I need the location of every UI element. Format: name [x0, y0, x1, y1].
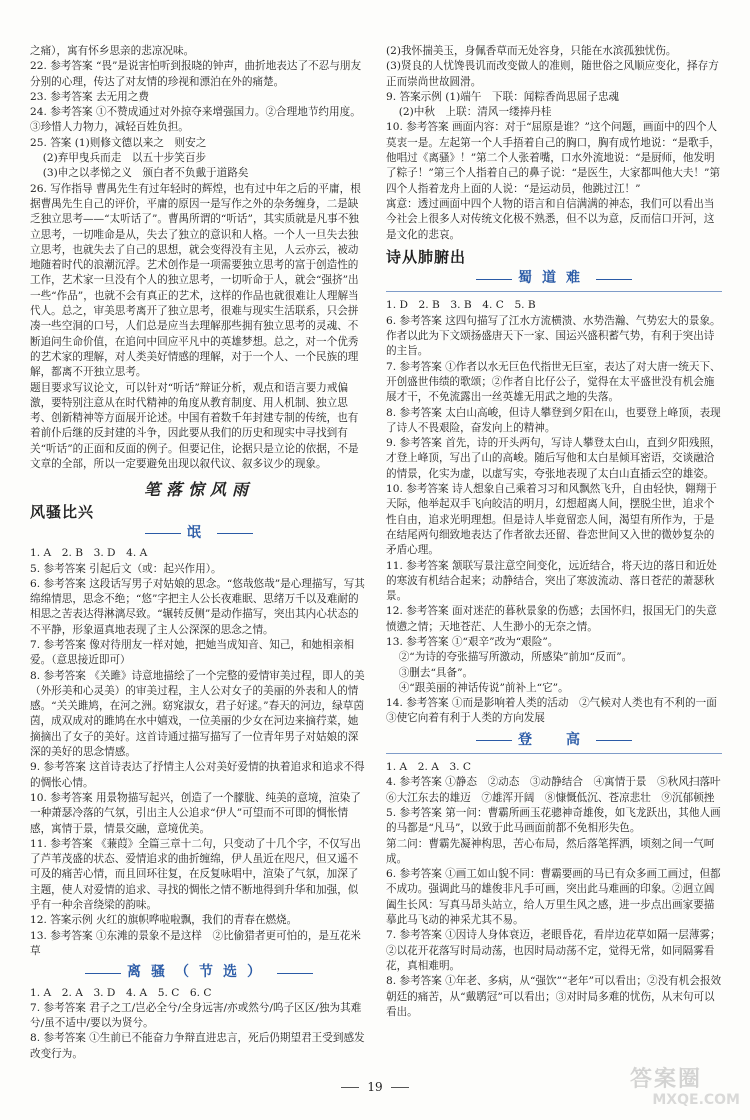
article-title-text: 蜀道难 [518, 270, 590, 287]
answer-paragraph: 8. 参考答案 ①生前已不能奋力争辩直进忠言，死后仍期望君王受到感发改变行为。 [30, 1032, 365, 1060]
answer-paragraph: 5. 参考答案 第一问：曹霸所画玉花骢神奇雄俊，如飞龙跃出，其他人画的马都是“凡马”，以致于此马画面前都不免相形失色。 [386, 806, 721, 835]
article-title-text: 登 高 [518, 731, 590, 748]
answer-paragraph: 22. 参考答案 “畏”是说害怕听到报晓的钟声，曲折地表达了不忍与朋友分别的心理，传达了对友情的珍视和漂泊在外的痛楚。 [30, 60, 362, 88]
left-column [30, 44, 368, 1062]
answer-paragraph: (2)中秋 上联：清风一缕捧丹桂 [398, 106, 552, 119]
article-title [386, 733, 722, 749]
answer-paragraph: 12. 答案示例 火红的旗帜哗啦啦飘，我们的青春在燃烧。 [30, 914, 298, 927]
answer-paragraph: 6. 参考答案 这四句描写了江水方流横溃、水势浩瀚、气势宏大的景象。作者以此为下文颂扬盛唐天下一家、国运兴盛积蓄气势，有利于突出诗的主旨。 [386, 314, 721, 358]
watermark-text: 答案圈 [630, 1067, 703, 1092]
article-title [30, 526, 368, 542]
watermark-site: MXQE.COM [652, 1092, 740, 1108]
answer-paragraph: 之痛），寓有怀乡思亲的悲凉况味。 [30, 45, 195, 57]
answer-paragraph: 7. 参考答案 像对待朋友一样对她，把她当成知音、知己，和她相亲相爱。（意思接近即可） [30, 638, 355, 667]
article-title [386, 271, 722, 287]
article-title [30, 965, 368, 981]
answer-paragraph: 10. 参考答案 诗人想象自己乘着习习和风飘然飞升，自由轻快，翱翔于天际，他举起双手飞向皎洁的明月，幻想超离人间，摆脱尘世，追求个性自由，追求光明理想。但是诗人毕竟留恋人间，渴望有所作为，于是在结尾两句细致地表达了作者欲去还留、眷恋世间又入世的微妙复杂的矛盾心理。 [386, 483, 717, 557]
answer-paragraph: 9. 答案示例 (1)端午 下联：闻粽香尚思屈子忠魂 [386, 90, 620, 103]
answer-paragraph: 14. 参考答案 ①而是影响着人类的活动 ②气候对人类也有不利的一面 ③使它向着有利于人类的方向发展 [386, 697, 728, 725]
answer-paragraph: 24. 参考答案 ①不赞成通过对外掠夺来增强国力。②合理地节约用度。③珍惜人力物力，减轻百姓负担。 [30, 106, 361, 134]
answer-paragraph: 11. 参考答案 颔联写景注意空间变化，远近结合，将天边的落日和近处的寒波有机结合起来；动静结合，突出了寒波流动、落日苍茫的萧瑟秋景。 [386, 559, 717, 603]
answer-paragraph: 题目要求写议论文，可以针对“听话”辩证分析，观点和语言要力戒偏激，要特别注意从在时代精神的角度从教育制度、用人机制、独立思考、创新精神等方面展开论述。中国有着数千年封建专制的传统，也有着前仆后继的反封建的斗争，因此要从我们的历史和现实中寻找到有关“听话”的正面和反面的例子。但要记住，论据只是立论的依据，不是文章的全部，所以一定要避免出现以叙代议、叙多议少的现象。 [30, 381, 359, 471]
section-heading: 风骚比兴 [30, 502, 95, 521]
answer-paragraph: 23. 参考答案 去无用之费 [30, 90, 149, 103]
page-number: 19 [0, 1080, 750, 1094]
answer-paragraph: 11. 参考答案 《蒹葭》全篇三章十二句，只变动了十几个字，不仅写出了芦苇茂盛的状态、爱情追求的曲折缠绵，伊人虽近在咫尺，但又遥不可及的痛苦心情，而且回环往复，在反复咏唱中，渲染了气氛，加深了主题，使人对爱情的追求、寻找的惆怅之情不断地得到升华和加强，似乎有一种余音绕梁的韵味。 [30, 837, 361, 912]
answer-paragraph: 1. D 2. B 3. B 4. C 5. B [386, 299, 536, 312]
answer-paragraph: 7. 参考答案 君子之工/岂必全兮/全身远害/亦或然兮/呜子区区/独为其难兮/虽不适中/要以为贤兮。 [30, 1001, 362, 1030]
divider-line [386, 753, 722, 754]
answer-paragraph: 1. A 2. A 3. D 4. A 5. C 6. C [30, 986, 212, 999]
answer-paragraph: 10. 参考答案 画面内容：对于“屈原是谁？”这个问题，画面中的四个人莫衷一是。左起第一个人手捂着自己的胸口，胸有成竹地说：“是歌手，他唱过《离骚》！”第二个人张着嘴，口水外流地说：“是厨师，他发明了粽子！”第三个人指着自己的鼻子说：“是医生，大家都叫他大夫！”第四个人指着龙舟上面的人说：“是运动员，他跳过江！” [386, 121, 721, 195]
answer-paragraph: 6. 参考答案 ①画工如山貌不同：曹霸要画的马已有众多画工画过，但都不成功。强调此马的雄俊非凡手可画，突出此马难画的印象。②迥立阊阖生长风：写真马昂头站立，给人万里生风之感，进一步点出画家要描摹此马飞动的神采尤其不易。 [386, 868, 721, 927]
article-title-text: 氓 [187, 524, 211, 541]
answer-paragraph: 4. 参考答案 ①静态 ②动态 ③动静结合 ④寓情于景 ⑤秋风扫落叶 ⑥大江东去的雄迈 ⑦雄浑开阔 ⑧慷慨低沉、苍凉悲壮 ⑨沉郁顿挫 [386, 776, 732, 804]
answer-paragraph: 8. 参考答案 ①年老、多病，从“强饮”“老年”可以看出；②没有机会报效朝廷的痛苦，从“戴鹖冠”可以看出；③对时局多难的忧伤，从末句可以看出。 [386, 975, 722, 1018]
answer-paragraph: 1. A 2. B 3. D 4. A [30, 547, 148, 560]
section-heading: 诗从肺腑出 [386, 247, 467, 266]
answer-paragraph: 8. 参考答案 《关雎》诗意地描绘了一个完整的爱情审美过程，即人的美（外形美和心灵美）的审美过程，主人公对女子的美丽的外表和人的情感。“关关雎鸠，在河之洲。窈窕淑女，君子好逑。”春天的河边，绿草茵茵，成双成对的雎鸠在水中嬉戏，一位美丽的少女在河边来摘荇菜，她摘摘出了女子的美好。这首诗通过描写描写了一位青年男子对姑娘的深深的美好的思念情感。 [30, 669, 365, 759]
answer-paragraph: 6. 参考答案 这段话写男子对姑娘的思念。“悠哉悠哉”是心理描写，写其绵绵情思，思念不绝；“悠”字把主人公长夜难眠、思绪万千以及难耐的相思之苦表达得淋漓尽致。“辗转反侧”是动作描写，突出其内心状态的不平静，形象逼真地表现了主人公深深的思念之情。 [30, 577, 365, 636]
answer-paragraph: 10. 参考答案 用景物描写起兴，创造了一个朦胧、纯美的意境，渲染了一种萧瑟冷落的气氛，引出主人公追求“伊人”可望而不可即的惆怅情感，寓情于景，情景交融，意境优美。 [30, 791, 361, 835]
answer-paragraph: 13. 参考答案 ①“艰辛”改为“艰险”。 [386, 635, 559, 648]
answer-paragraph: ③删去“具备”。 [398, 666, 474, 679]
answer-paragraph: 9. 参考答案 首先，诗的开头两句，写诗人攀登太白山，直到夕阳残照，才登上峰顶，写出了山的高峻。随后写他和太白星倾耳密语，交谈融洽的情景，化实为虚，以虚写实，夸张地表现了太白山直插云空的雄姿。 [386, 437, 721, 480]
right-column [386, 44, 732, 1020]
answer-paragraph: 寓意：透过画面中四个人物的语言和自信满满的神态，我们可以看出当今社会上很多人对传统文化极不熟悉，但不以为意，反而信口开河，这是文化的悲哀。 [386, 197, 715, 241]
watermark-logo [630, 1068, 740, 1114]
answer-paragraph: 7. 参考答案 ①作者以水无巨色代指世无巨室，表达了对大唐一统天下、开创盛世伟绩的歌颂；②作者自比仔公子，觉得在太平盛世没有机会施展才干，不免流露出一丝英雄无用武之地的失落。 [386, 360, 721, 404]
answer-paragraph: 13. 参考答案 ①东滩的景象不是这样 ②比偷猎者更可怕的，是互花米草 [30, 929, 361, 957]
divider-line [386, 291, 722, 292]
answer-paragraph: 5. 参考答案 引起后文（或：起兴作用）。 [30, 562, 222, 575]
answer-paragraph: 8. 参考答案 太白山高峻，但诗人攀登到夕阳在山，也要登上峰顶，表现了诗人不畏艰险，奋发向上的精神。 [386, 406, 721, 434]
answer-paragraph: 7. 参考答案 ①因诗人身体衰迈，老眼昏花，看岸边花草如隔一层薄雾；②以花开花落写时局动荡，也因时局动荡不定，觉得无常，如同隔雾看花，真相难明。 [386, 929, 721, 972]
answer-paragraph: 25. 答案 (1)则修文德以来之 则安之 [30, 136, 207, 149]
answer-paragraph: 1. A 2. A 3. C [386, 761, 472, 774]
answer-paragraph: ④“跟美丽的神话传说”前补上“它”。 [398, 681, 569, 694]
answer-paragraph: 26. 写作指导 曹禺先生有过年轻时的辉煌，也有过中年之后的平庸，根据曹禺先生自己的评价，平庸的原因一是写作之外的杂务缠身，二是缺乏独立思考——“太听话了”。曹禺所谓的“听话”，其实质就是凡事不独立思考，一切唯命是从，失去了独立的意识和人格。一个人一旦失去独立思考，也就失去了自己的思想，就会变得没有主见，人云亦云，被动地随着时代的浪潮沉浮。艺术创作是一项需要独立思考的富于创造性的工作，艺术家一旦没有个人的独立思考，一切听命于人，就会“强挤”出一些“作品”，也就不会有真正的艺术，这样的作品也就很难让人理解当代人。总之，审美思考离开了独立思考，很难与现实生活联系，只会拼凑一些空洞的口号，人们总是应当去理解那些拥有独立思考的灵魂、不断追问生命价值，在追问中回应平凡中的英雄梦想。总之，对一个优秀的艺术家的理解，对人类美好情感的理解，对于一个人、一个民族的理解，都离不开独立思考。 [30, 182, 361, 379]
answer-paragraph: 第二问：曹霸先凝神构思，苦心布局，然后落笔挥洒，顷刻之间一气呵成。 [386, 837, 715, 865]
answer-paragraph: 12. 参考答案 面对迷茫的暮秋景象的伤感；去国怀归，报国无门的失意愤懑之情；天地苍茫、人生渺小的无奈之情。 [386, 605, 717, 633]
answer-paragraph: (3)申之以孝悌之义 颁白者不负戴于道路矣 [42, 167, 249, 180]
answer-paragraph: 9. 参考答案 这首诗表达了抒情主人公对美好爱情的执着追求和追求不得的惆怅心情。 [30, 761, 365, 789]
answer-paragraph: (3)贤良的人忧馋畏讥而改变做人的准则，随世俗之风顺应变化，择存方正而崇尚世故圆滑。 [386, 60, 719, 88]
article-title-text: 离骚（节选） [127, 964, 271, 981]
answer-paragraph: (2)弃甲曳兵而走 以五十步笑百步 [42, 152, 207, 165]
unit-heading: 笔落惊风雨 [143, 480, 254, 500]
answer-paragraph: (2)我怀揣美玉，身佩香草而无处容身，只能在水滨孤独忧伤。 [386, 45, 677, 57]
answer-paragraph: ②“为诗的夸张描写所激动，所感染”前加“反而”。 [398, 651, 633, 664]
